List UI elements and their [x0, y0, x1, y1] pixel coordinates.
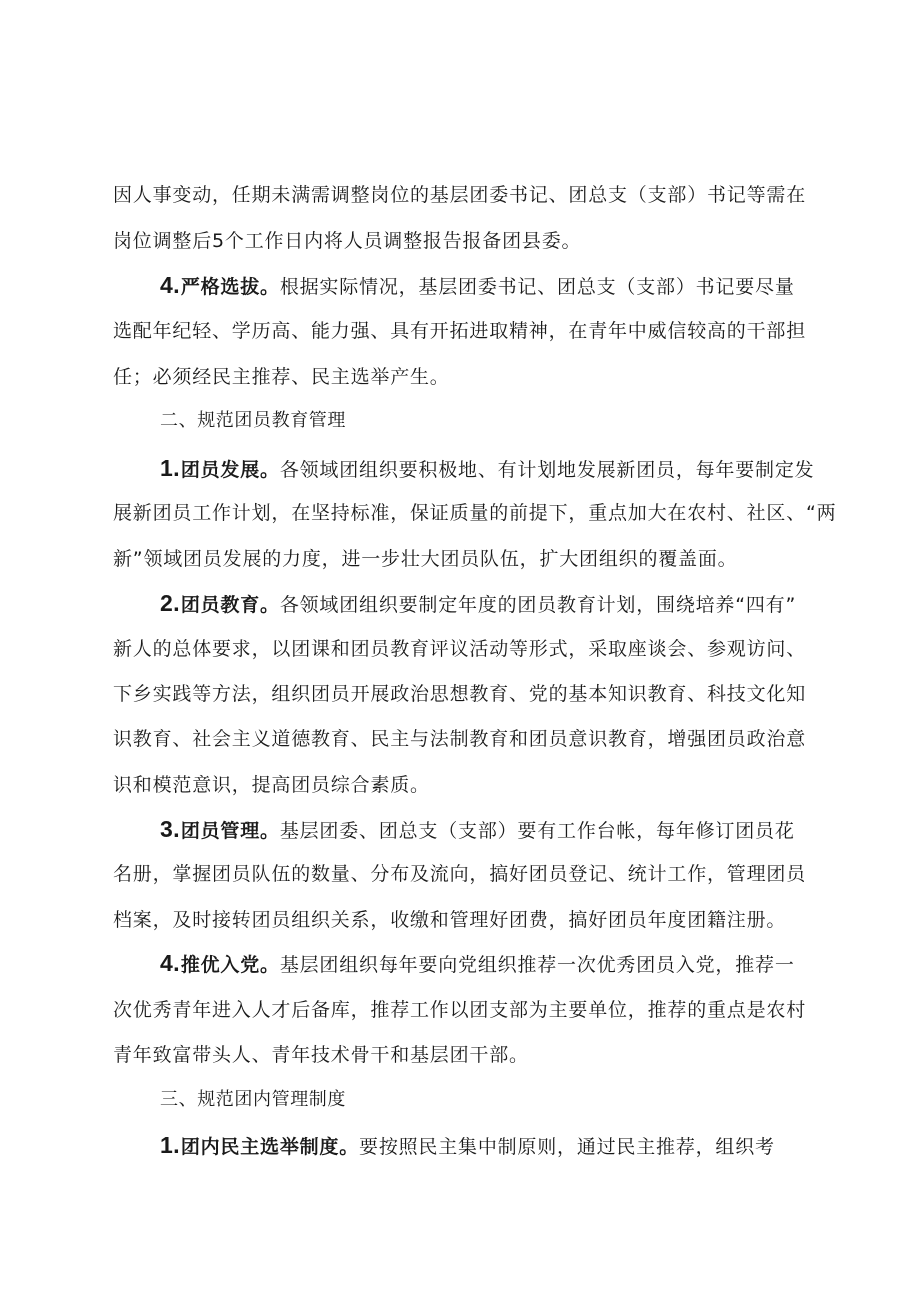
item-text: 基层团委、团总支（支部）要有工作台帐，每年修订团员花	[279, 820, 795, 842]
section-title: 三、规范团内管理制度	[160, 1089, 346, 1110]
item-heading: .团内民主选举制度。	[172, 1136, 360, 1158]
item-heading: .团员发展。	[172, 459, 280, 481]
item-text: 各领域团组织要制定年度的团员教育计划，围绕培养“四有”	[279, 594, 797, 616]
item-heading: .团员教育。	[172, 594, 280, 616]
paragraph-line: 档案，及时接转团员组织关系，收缴和管理好团费，搞好团员年度团籍注册。	[113, 909, 787, 931]
paragraph-line: 识和模范意识，提高团员综合素质。	[113, 774, 430, 796]
item-member-education	[160, 591, 796, 617]
item-text: 基层团组织每年要向党组织推荐一次优秀团员入党，推荐一	[279, 954, 795, 976]
paragraph-line: 新”领域团员发展的力度，进一步壮大团员队伍，扩大团组织的覆盖面。	[113, 548, 738, 570]
paragraph-line: 青年致富带头人、青年技术骨干和基层团干部。	[113, 1044, 529, 1066]
item-heading: .团员管理。	[172, 820, 280, 842]
paragraph-line: 选配年纪轻、学历高、能力强、具有开拓进取精神，在青年中威信较高的干部担	[113, 320, 807, 342]
paragraph-line: 新人的总体要求，以团课和团员教育评议活动等形式，采取座谈会、参观访问、	[113, 638, 807, 660]
item-number: 1	[160, 1132, 173, 1158]
item-number: 1	[160, 455, 173, 481]
item-number: 3	[160, 816, 173, 842]
item-text: 根据实际情况，基层团委书记、团总支（支部）书记要尽量	[279, 276, 795, 298]
paragraph-line: 次优秀青年进入人才后备库，推荐工作以团支部为主要单位，推荐的重点是农村	[113, 999, 807, 1021]
item-number: 4	[160, 950, 173, 976]
item-recommend-party	[160, 951, 795, 977]
item-member-management	[160, 817, 795, 843]
paragraph-line: 因人事变动，任期未满需调整岗位的基层团委书记、团总支（支部）书记等需在	[113, 184, 807, 206]
item-number: 4	[160, 272, 173, 298]
section-title: 二、规范团员教育管理	[160, 410, 346, 431]
paragraph-line: 展新团员工作计划，在坚持标准，保证质量的前提下，重点加大在农村、社区、“两	[113, 502, 837, 524]
paragraph-line: 名册，掌握团员队伍的数量、分布及流向，搞好团员登记、统计工作，管理团员	[113, 863, 807, 885]
paragraph-line: 任；必须经民主推荐、民主选举产生。	[113, 366, 450, 388]
paragraph-line: 识教育、社会主义道德教育、民主与法制教育和团员意识教育，增强团员政治意	[113, 728, 807, 750]
paragraph-line: 下乡实践等方法，组织团员开展政治思想教育、党的基本知识教育、科技文化知	[113, 683, 807, 705]
item-heading: .严格选拔。	[172, 276, 280, 298]
item-heading: .推优入党。	[172, 954, 280, 976]
item-member-development	[160, 456, 814, 482]
item-text: 各领域团组织要积极地、有计划地发展新团员，每年要制定发	[279, 459, 815, 481]
item-number: 2	[160, 590, 173, 616]
item-text: 要按照民主集中制原则，通过民主推荐，组织考	[359, 1136, 775, 1158]
item-democratic-election	[160, 1133, 775, 1159]
paragraph-line: 岗位调整后5个工作日内将人员调整报告报备团县委。	[113, 230, 582, 252]
item-strict-selection	[160, 273, 795, 299]
